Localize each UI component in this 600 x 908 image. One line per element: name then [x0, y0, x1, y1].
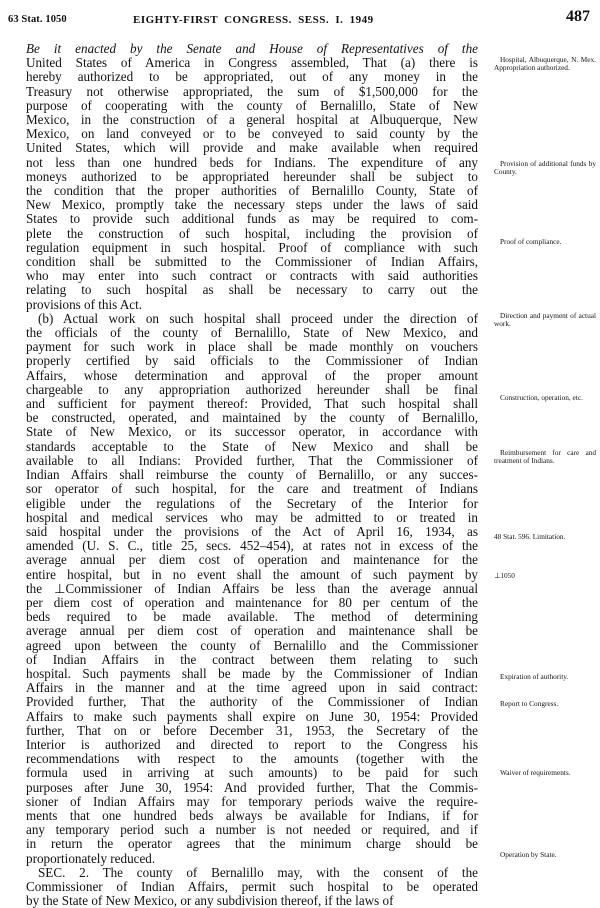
body-line: of Indian Affairs in the contract between them relating to such: [26, 651, 478, 667]
body-line: United States of America in Congress assembled, That (a) there is: [26, 55, 478, 71]
body-line: per diem cost of operation and maintenance for 80 per centum of the: [26, 594, 478, 610]
body-line: Mexico, on land conveyed or to be conveyed to said county by the: [26, 126, 478, 142]
body-line: entire hospital, but in no event shall the amount of such payment by: [26, 566, 478, 582]
body-line: recommendations with respect to the amounts (together with the: [26, 751, 478, 767]
margin-note: Construction, operation, etc.: [500, 393, 583, 402]
body-line: SEC. 2. The county of Bernalillo may, with the consent of the: [38, 864, 478, 880]
body-line: and sufficient for payment thereof: Provided, That such hospital shall: [26, 396, 478, 412]
body-line: amended (U. S. C., title 25, secs. 452–454), at rates not in excess of the: [26, 538, 478, 554]
body-line: average annual per diem cost of operation and maintenance shall be: [26, 623, 478, 639]
statute-body-text: [26, 42, 478, 908]
body-line: chargeable to any appropriation authorized hereunder shall be final: [26, 381, 478, 397]
body-line: States to provide such additional funds as may be required to com-: [26, 211, 478, 227]
body-line: hereby authorized to be appropriated, out of any money in the: [26, 69, 478, 85]
margin-note: Expiration of authority.: [500, 672, 569, 681]
body-line: standards acceptable to the State of New Mexico and shall be: [26, 438, 478, 454]
body-line: said hospital under the provisions of the Act of April 16, 1934, as: [26, 523, 478, 539]
body-line: condition shall be submitted to the Commissioner of Indian Affairs,: [26, 254, 478, 270]
margin-note: 48 Stat. 596. Limitation.: [494, 532, 566, 541]
margin-note: Direction and payment of actual work.: [494, 311, 596, 329]
body-line: Indian Affairs shall reimburse the county of Bernalillo, or any succes-: [26, 467, 478, 483]
body-line: average annual per diem cost of operation and maintenance for the: [26, 552, 478, 568]
running-head: EIGHTY-FIRST CONGRESS. SESS. I. 1949: [133, 14, 374, 26]
margin-note: Proof of compliance.: [500, 237, 562, 246]
margin-note: Operation by State.: [500, 850, 557, 859]
body-line: New Mexico, promptly take the necessary steps under the laws of said: [26, 197, 478, 213]
body-line: proportionately reduced.: [26, 850, 156, 866]
body-line: (b) Actual work on such hospital shall proceed under the direction of: [38, 310, 478, 326]
body-line: Mexico, in the construction of a general hospital at Albuquerque, New: [26, 112, 478, 128]
body-line: purposes after June 30, 1954: And provided further, That the Commis-: [26, 779, 478, 795]
body-line: ments that one hundred beds always be available for Indians, if for: [26, 807, 478, 823]
body-line: Provided further, That the authority of the Commissioner of Indian: [26, 694, 478, 710]
body-line: the officials of the county of Bernalillo, State of New Mexico, and: [26, 325, 478, 341]
body-line: the condition that the proper authorities of Bernalillo County, State of: [26, 183, 478, 199]
page-header: [8, 6, 590, 32]
body-line: Affairs in the manner and at the time agreed upon in said contract:: [26, 680, 478, 696]
margin-note: Reimbursement for care and treatment of Indians.: [494, 448, 596, 466]
body-line: regulation equipment in such hospital. Proof of compliance with such: [26, 239, 478, 255]
margin-note: Report to Congress.: [500, 699, 559, 708]
statute-citation: 63 Stat. 1050: [8, 14, 67, 25]
body-line: Commissioner of Indian Affairs, permit such hospital to be operated: [26, 878, 478, 894]
body-line: relating to such hospital as shall be necessary to carry out the: [26, 282, 478, 298]
body-line: not less than one hundred beds for Indians. The expenditure of any: [26, 154, 478, 170]
body-line: sioner of Indian Affairs may for temporary periods waive the require-: [26, 793, 478, 809]
body-line: hospital and medical services who may be admitted to or treated in: [26, 509, 478, 525]
body-line: United States, which will provide and make available when required: [26, 140, 478, 156]
body-line: any temporary period such a number is not needed or required, and if: [26, 822, 478, 838]
body-line: sor operator of such hospital, for the care and treatment of Indians: [26, 481, 478, 497]
margin-note: ⊥1050: [494, 571, 515, 580]
body-line: purpose of cooperating with the county of Bernalillo, State of New: [26, 97, 478, 113]
body-line: Be it enacted by the Senate and House of Representatives of the: [26, 41, 478, 56]
body-line: State of New Mexico, or its successor operator, in accordance with: [26, 424, 478, 440]
body-line: Affairs to make such payments shall expire on June 30, 1954: Provided: [26, 708, 478, 724]
body-line: in return the operator agrees that the minimum charge should be: [26, 836, 478, 852]
body-line: available to all Indians: Provided further, That the Commissioner of: [26, 452, 478, 468]
body-line: provisions of this Act.: [26, 296, 143, 312]
body-line: Interior is authorized and directed to report to the Congress his: [26, 736, 478, 752]
body-line: Treasury not otherwise appropriated, the sum of $1,500,000 for the: [26, 83, 478, 99]
margin-note: Hospital, Albuquerque, N. Mex. Appropriation authorized.: [494, 55, 596, 73]
body-line: further, That on or before December 31, 1953, the Secretary of the: [26, 722, 478, 738]
margin-note: Waiver of requirements.: [500, 768, 571, 777]
body-line: properly certified by said officials to the Commissioner of Indian: [26, 353, 478, 369]
body-line: moneys authorized to be appropriated hereunder shall be subject to: [26, 168, 478, 184]
body-line: formula used in arriving at such amounts) to be paid for such: [26, 765, 478, 781]
body-line: plete the construction of such hospital, including the provision of: [26, 225, 478, 241]
body-line: payment for such work in place shall be made monthly on vouchers: [26, 339, 478, 355]
body-line: beds required to be made available. The method of determining: [26, 609, 478, 625]
body-line: by the State of New Mexico, or any subdivision thereof, if the laws of: [26, 893, 394, 908]
body-line: the ⊥Commissioner of Indian Affairs be less than the average annual: [26, 580, 478, 596]
margin-note: Provision of additional funds by County.: [494, 159, 596, 177]
body-line: be constructed, operated, and maintained by the county of Bernalillo,: [26, 410, 478, 426]
body-line: Affairs, whose determination and approval of the proper amount: [26, 367, 478, 383]
body-line: hospital. Such payments shall be made by the Commissioner of Indian: [26, 665, 478, 681]
body-line: who may enter into such contract or contracts with said authorities: [26, 268, 478, 284]
body-line: eligible under the regulations of the Secretary of the Interior for: [26, 495, 478, 511]
body-line: agreed upon between the county of Bernalillo and the Commissioner: [26, 637, 478, 653]
page-number: 487: [566, 8, 590, 25]
